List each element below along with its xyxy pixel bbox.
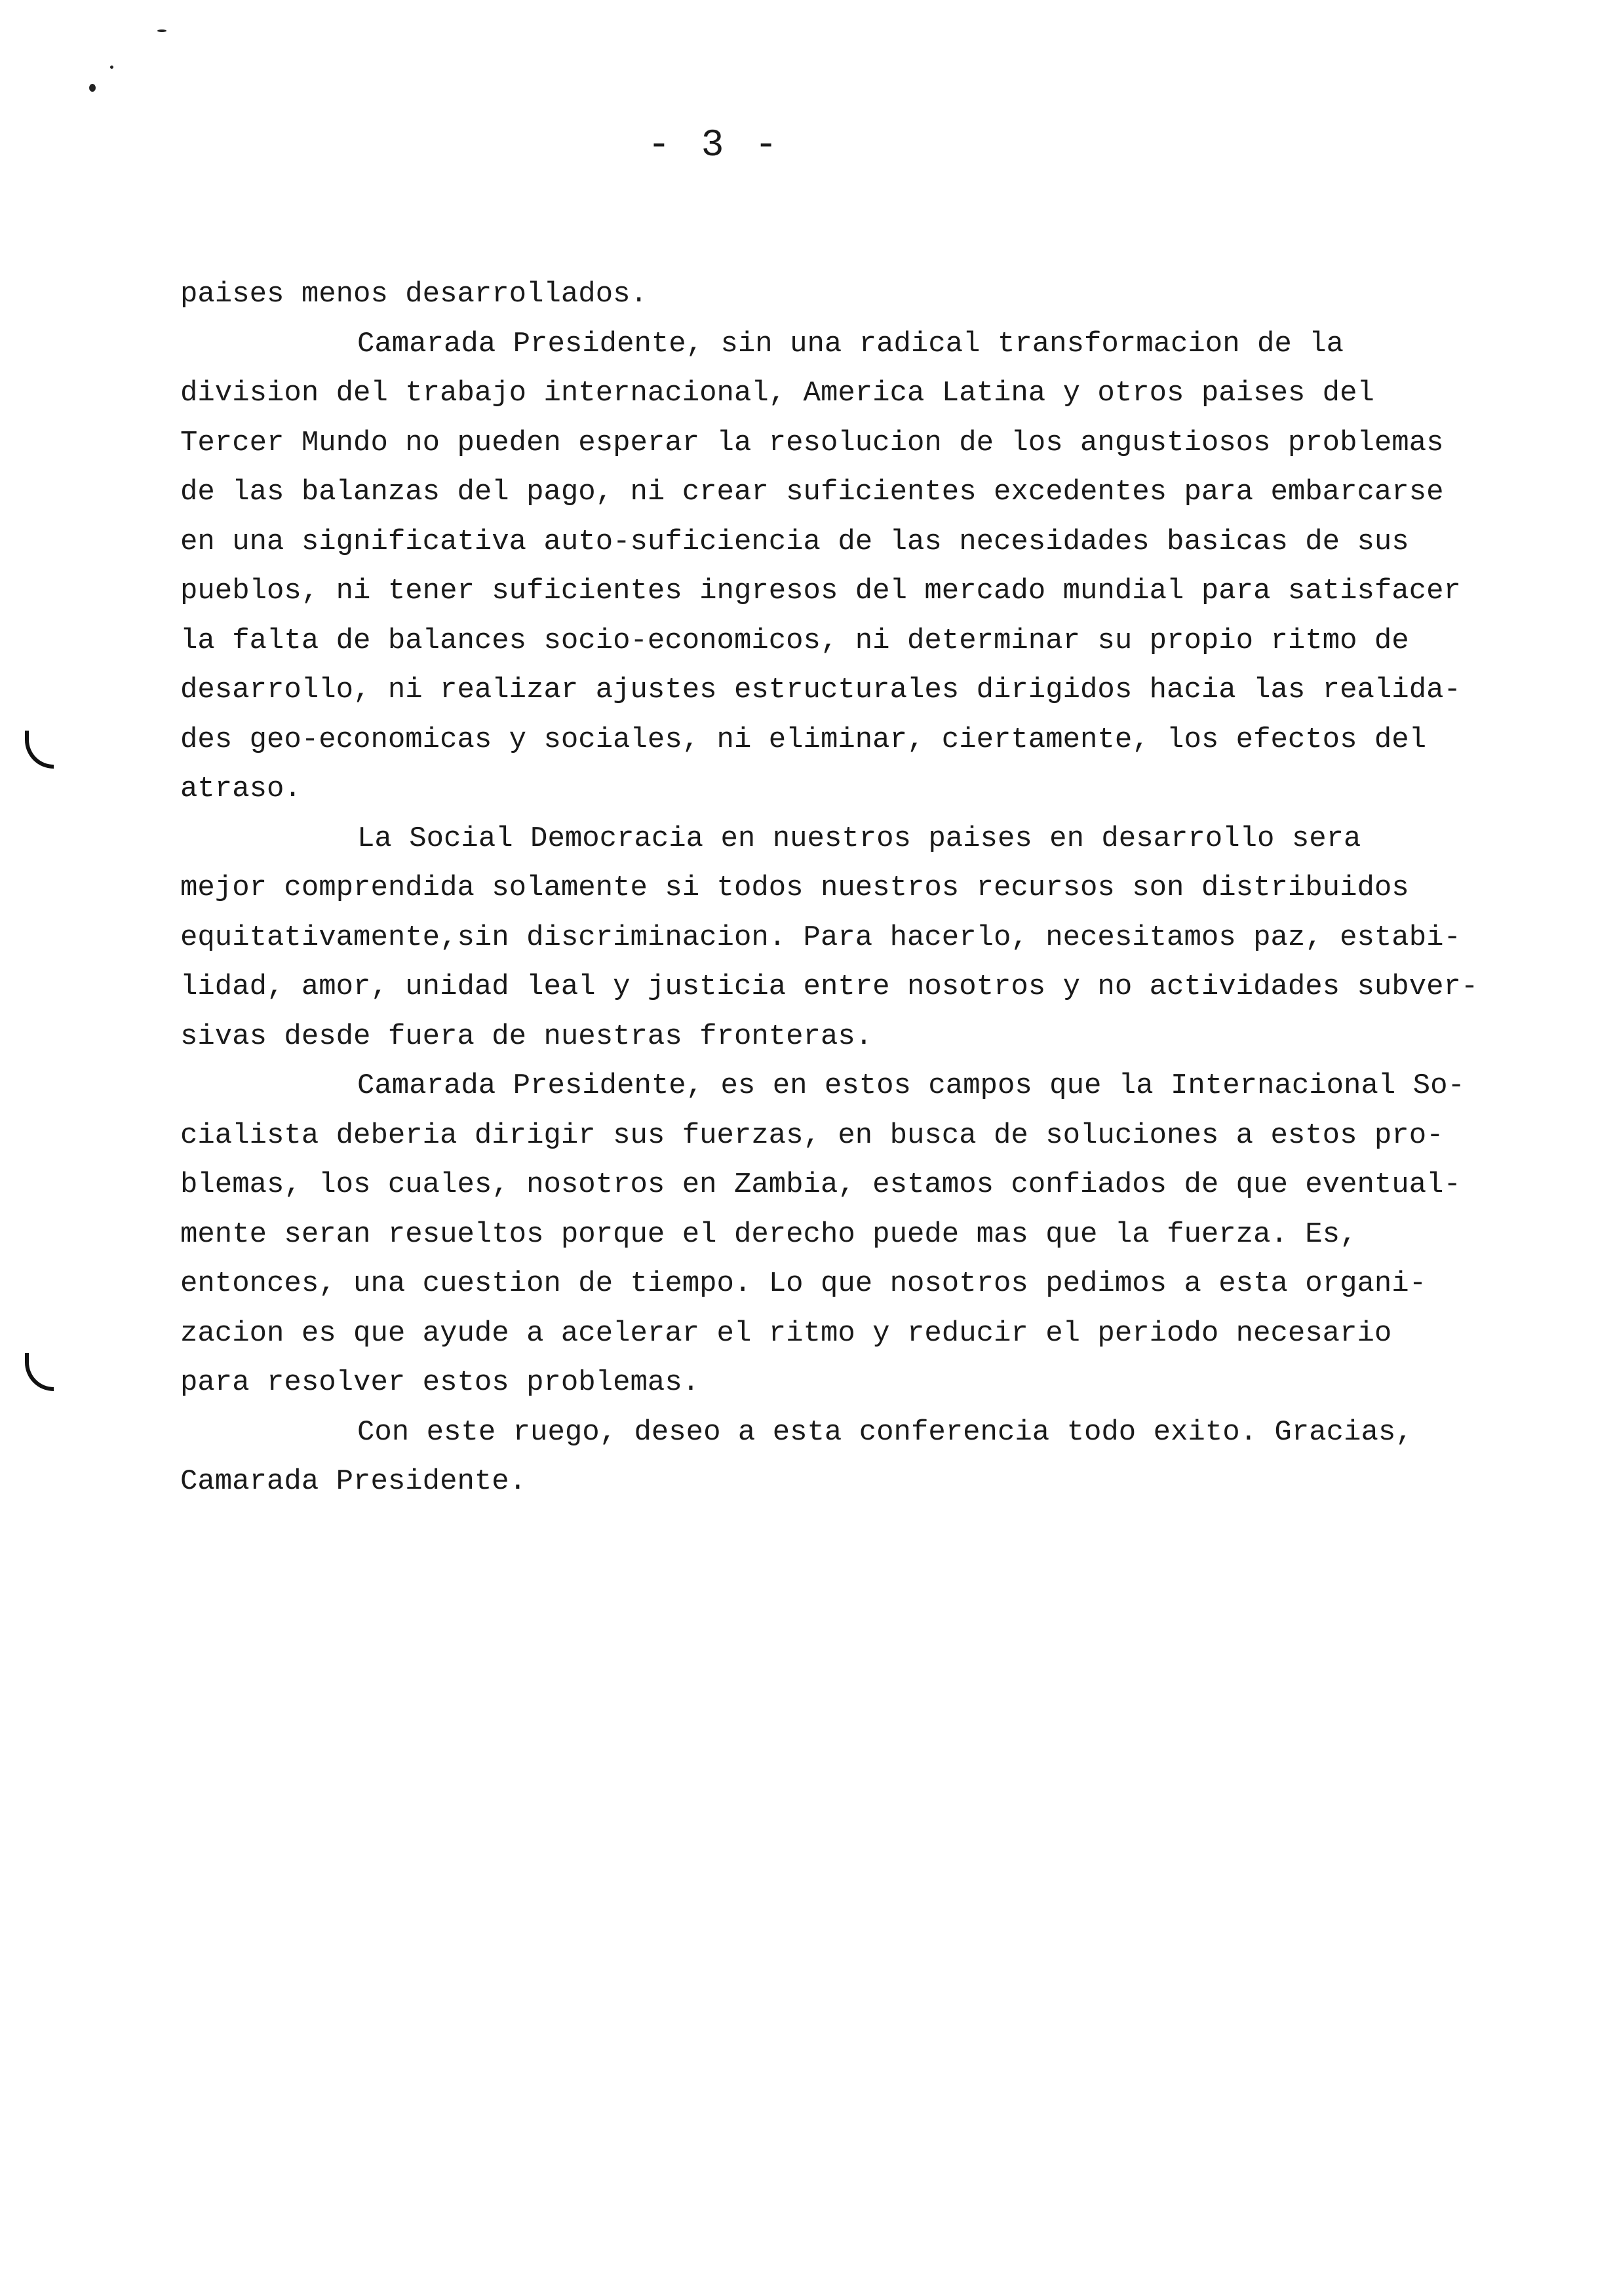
- text-line: mejor comprendida solamente si todos nuestros recursos son distribuidos: [180, 871, 1409, 904]
- text-line: zacion es que ayude a acelerar el ritmo y reducir el periodo necesario: [180, 1316, 1392, 1350]
- text-line: para resolver estos problemas.: [180, 1366, 700, 1399]
- text-line: Camarada Presidente, sin una radical transformacion de la: [357, 327, 1344, 360]
- text-line: des geo-economicas y sociales, ni eliminar, ciertamente, los efectos del: [180, 723, 1427, 756]
- text-line: Camarada Presidente, es en estos campos que la Internacional So-: [357, 1069, 1465, 1102]
- text-line: lidad, amor, unidad leal y justicia entre nosotros y no actividades subver-: [180, 970, 1479, 1003]
- text-line: atraso.: [180, 773, 302, 805]
- text-line: de las balanzas del pago, ni crear suficientes excedentes para embarcarse: [180, 476, 1444, 508]
- text-line: paises menos desarrollados.: [180, 278, 648, 311]
- text-line: division del trabajo internacional, America Latina y otros paises del: [180, 377, 1374, 410]
- text-line: en una significativa auto-suficiencia de las necesidades basicas de sus: [180, 525, 1409, 558]
- text-line: desarrollo, ni realizar ajustes estructurales dirigidos hacia las realida-: [180, 674, 1461, 706]
- scan-speck: [157, 29, 166, 32]
- text-line: blemas, los cuales, nosotros en Zambia, estamos confiados de que eventual-: [180, 1168, 1461, 1201]
- scan-speck: [89, 84, 96, 92]
- text-line: Con este ruego, deseo a esta conferencia todo exito. Gracias,: [357, 1415, 1413, 1449]
- text-line: sivas desde fuera de nuestras fronteras.: [180, 1020, 873, 1053]
- text-line: equitativamente,sin discriminacion. Para hacerlo, necesitamos paz, estabi-: [180, 921, 1461, 954]
- text-line: la falta de balances socio-economicos, ni determinar su propio ritmo de: [180, 624, 1409, 657]
- text-line: Camarada Presidente.: [180, 1465, 527, 1498]
- scan-speck: [110, 66, 113, 69]
- text-line: La Social Democracia en nuestros paises en desarrollo sera: [357, 822, 1361, 855]
- page-number: - 3 -: [647, 124, 782, 167]
- binder-hole-mark: [25, 1353, 54, 1391]
- text-line: mente seran resueltos porque el derecho puede mas que la fuerza. Es,: [180, 1217, 1357, 1251]
- document-body: [180, 270, 1479, 1507]
- text-line: pueblos, ni tener suficientes ingresos del mercado mundial para satisfacer: [180, 575, 1461, 607]
- text-line: entonces, una cuestion de tiempo. Lo que nosotros pedimos a esta organi-: [180, 1267, 1427, 1300]
- text-line: cialista deberia dirigir sus fuerzas, en busca de soluciones a estos pro-: [180, 1119, 1444, 1152]
- binder-hole-mark: [25, 731, 54, 769]
- text-line: Tercer Mundo no pueden esperar la resolucion de los angustiosos problemas: [180, 426, 1444, 459]
